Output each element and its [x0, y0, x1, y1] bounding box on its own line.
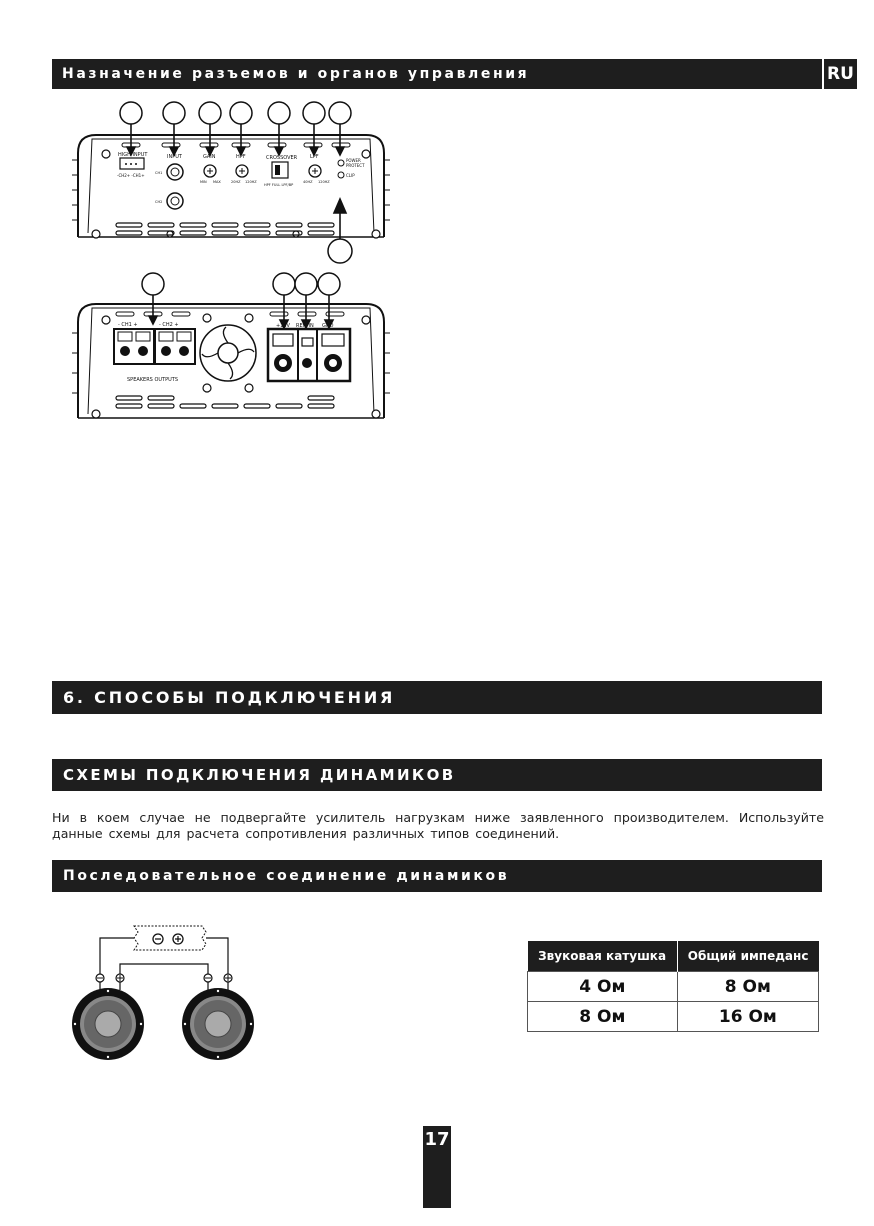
cell-total-impedance: 8 Ом — [677, 972, 818, 1002]
section-title: Назначение разъемов и органов управления — [62, 66, 530, 82]
label-12v: +12V — [276, 323, 290, 329]
cell-voice-coil: 8 Ом — [528, 1002, 678, 1032]
callout-7 — [329, 102, 351, 124]
label-out-ch1: - CH1 + — [118, 322, 138, 328]
label-high-input-sub: -CH2+ -CH1+ — [117, 173, 145, 178]
section-title: 6. СПОСОБЫ ПОДКЛЮЧЕНИЯ — [63, 688, 396, 707]
label-hpf-low: 20HZ — [231, 180, 241, 184]
label-speakers-outputs: SPEAKERS OUTPUTS — [127, 377, 178, 383]
speaker-right-icon — [182, 988, 254, 1060]
section-header-controls — [52, 59, 822, 89]
label-gnd: GND — [322, 323, 334, 329]
page-number: 17 — [423, 1126, 451, 1208]
label-power: POWER — [346, 158, 361, 163]
amplifier-bottom-panel-diagram — [70, 268, 400, 428]
table-header-row — [528, 941, 819, 972]
amplifier-output-terminal — [134, 926, 206, 950]
label-clip: CLIP — [346, 173, 355, 178]
callout-10 — [273, 273, 295, 295]
callout-2 — [163, 102, 185, 124]
label-crossover: CROSSOVER — [266, 155, 298, 161]
callout-3 — [199, 102, 221, 124]
callout-9 — [142, 273, 164, 295]
callout-6 — [303, 102, 325, 124]
callout-1 — [120, 102, 142, 124]
impedance-warning-text — [52, 810, 824, 842]
label-gain-max: MAX — [213, 180, 221, 184]
header-total-impedance: Общий импеданс — [677, 941, 818, 972]
label-protect: PROTECT — [346, 163, 365, 168]
label-hpf: HPF — [236, 154, 246, 160]
callout-8 — [328, 239, 352, 263]
label-gain-min: MIN — [200, 180, 207, 184]
label-high-input: HIGH INPUT — [118, 152, 148, 158]
paragraph-text: Ни в коем случае не подвергайте усилитель нагрузкам ниже заявленного производителем. Используйте данные схемы для расчета сопротивления различных типов соединений. — [52, 810, 824, 841]
section-title: Последовательное соединение динамиков — [63, 868, 510, 884]
callout-4 — [230, 102, 252, 124]
label-rem-in: REM IN — [296, 323, 314, 329]
callout-12 — [318, 273, 340, 295]
section-title: СХЕМЫ ПОДКЛЮЧЕНИЯ ДИНАМИКОВ — [63, 766, 456, 784]
label-gain: GAIN — [203, 154, 216, 160]
label-input: INPUT — [167, 154, 182, 160]
label-input-ch1: CH1 — [155, 171, 163, 175]
section-header-connection-methods — [52, 681, 822, 714]
speaker-left-icon — [72, 988, 144, 1060]
section-header-series-connection — [52, 860, 822, 892]
label-lpf: LPF — [310, 154, 319, 160]
callout-11 — [295, 273, 317, 295]
table-row — [528, 972, 819, 1002]
cell-voice-coil: 4 Ом — [528, 972, 678, 1002]
callout-5 — [268, 102, 290, 124]
label-lpf-high: 120HZ — [318, 180, 330, 184]
language-badge: RU — [824, 59, 857, 89]
label-crossover-modes: HPF FULL LPF/BP — [264, 183, 294, 187]
impedance-table — [527, 941, 819, 1032]
cell-total-impedance: 16 Ом — [677, 1002, 818, 1032]
amplifier-top-panel-diagram — [70, 95, 400, 285]
series-wiring-diagram — [66, 918, 276, 1068]
label-lpf-low: 40HZ — [303, 180, 313, 184]
table-row — [528, 1002, 819, 1032]
header-voice-coil: Звуковая катушка — [528, 941, 678, 972]
label-hpf-high: 120HZ — [245, 180, 257, 184]
label-input-ch2: CH2 — [155, 200, 163, 204]
label-out-ch2: - CH2 + — [159, 322, 179, 328]
section-header-speaker-schemes — [52, 759, 822, 791]
